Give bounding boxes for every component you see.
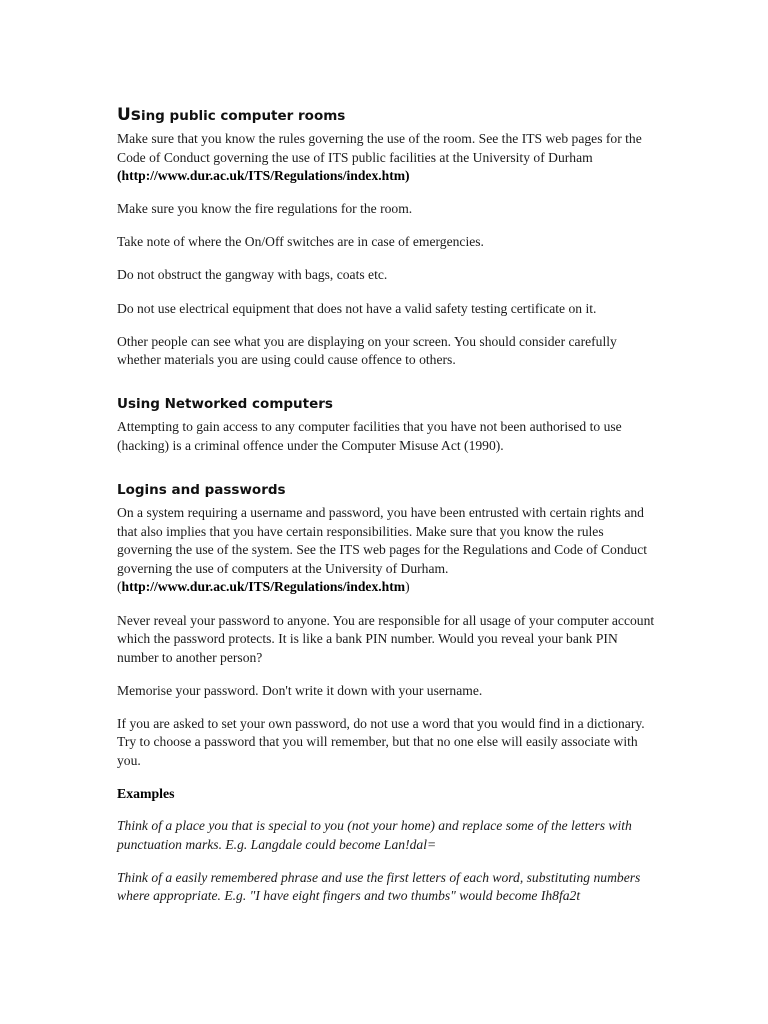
regulations-link[interactable]: (http://www.dur.ac.uk/ITS/Regulations/index.htm) (117, 168, 410, 184)
paragraph-hacking: Attempting to gain access to any computer facilities that you have not been authorised to use (hacking) is a criminal offence under the Computer Misuse Act (1990). (117, 419, 622, 453)
heading-networked-computers: Using Networked computers (117, 396, 333, 413)
regulations-link-2[interactable]: http://www.dur.ac.uk/ITS/Regulations/index.htm (121, 579, 406, 595)
example-phrase: Think of a easily remembered phrase and use the first letters of each word, substituting numbers where appropriate. E.g. "I have eight fingers and two thumbs" would become Ih8fa2t (117, 869, 641, 904)
paragraph-rules (117, 130, 657, 186)
paragraph-rules-text: Make sure that you know the rules governing the use of the room. See the ITS web pages for the Code of Conduct governing the use of ITS public facilities at the University of Durham (117, 131, 642, 165)
heading-public-computer-rooms (117, 106, 657, 125)
spacer (117, 470, 657, 481)
paragraph-responsibilities-text: On a system requiring a username and password, you have been entrusted with certain rights and that also implies that you have certain responsibilities. Make sure that you know the rules governing the use of the system. See the ITS web pages for the Regulations and Code of Conduct governing the use of computers at the University of Durham. ( (117, 505, 648, 595)
paragraph-switches: Take note of where the On/Off switches are in case of emergencies. (117, 234, 484, 250)
paragraph-memorise: Memorise your password. Don't write it down with your username. (117, 682, 483, 698)
paragraph-responsibilities (117, 504, 657, 597)
paragraph-never-reveal: Never reveal your password to anyone. You are responsible for all usage of your computer account which the password protects. It is like a bank PIN number. Would you reveal your bank PIN number to another person? (117, 612, 655, 665)
spacer (117, 384, 657, 395)
example-place: Think of a place you that is special to you (not your home) and replace some of the letters with punctuation marks. E.g. Langdale could become Lan!dal= (117, 818, 632, 852)
paragraph-electrical: Do not use electrical equipment that does not have a valid safety testing certificate on it. (117, 300, 597, 316)
paragraph-gangway: Do not obstruct the gangway with bags, coats etc. (117, 267, 388, 283)
examples-heading: Examples (117, 786, 175, 802)
heading-drop-cap: Us (117, 105, 141, 125)
paragraph-fire: Make sure you know the fire regulations for the room. (117, 201, 413, 217)
paragraph-responsibilities-end: ) (405, 579, 410, 595)
heading-rest: ing public computer rooms (140, 108, 346, 124)
heading-logins-passwords: Logins and passwords (117, 482, 286, 499)
paragraph-screen: Other people can see what you are displaying on your screen. You should consider carefully whether materials you are using could cause offence to others. (117, 333, 617, 368)
document-page (117, 106, 657, 921)
paragraph-set-password: If you are asked to set your own password, do not use a word that you would find in a dictionary. Try to choose a password that you will remember, but that no one else will easily associate with you. (117, 715, 645, 769)
